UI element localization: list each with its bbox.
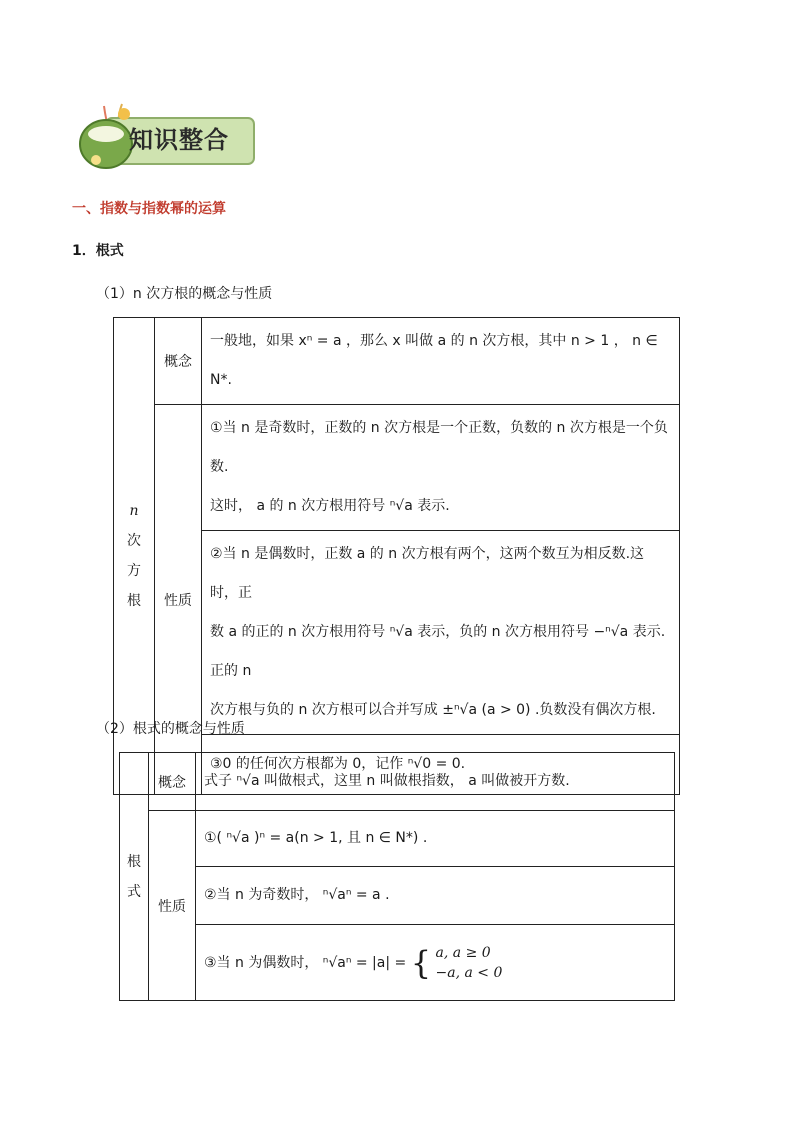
table-vertical-header [120, 753, 149, 1001]
vhead-char: 次 [127, 533, 141, 549]
banner-title: 知识整合 [129, 126, 229, 154]
radical-table [119, 752, 675, 1001]
concept-text: 一般地，如果 xⁿ = a ，那么 x 叫做 a 的 n 次方根，其中 n > 1 ， n ∈ N*. [202, 318, 680, 405]
vhead-char: 根 [127, 593, 141, 609]
subsection-title: 1．根式 [72, 243, 124, 259]
property-line: 数 a 的正的 n 次方根用符号 ⁿ√a 表示，负的 n 次方根用符号 −ⁿ√a 表示.正的 n [210, 624, 666, 679]
vhead-char: 式 [127, 883, 141, 900]
property-line: ②当 n 是偶数时，正数 a 的 n 次方根有两个，这两个数互为相反数.这时，正 [210, 546, 645, 601]
property-line: ③0 的任何次方根都为 0，记作 ⁿ√0 = 0. [210, 756, 466, 772]
vhead-char: 方 [127, 563, 141, 579]
piecewise-brace: { a, a ≥ 0 −a, a < 0 [410, 943, 503, 982]
property-label: 性质 [149, 811, 196, 1001]
vhead-char: n [129, 503, 139, 519]
property-line: ①( ⁿ√a )ⁿ = a(n > 1, 且 n ∈ N*) . [196, 811, 675, 867]
property-cell [196, 925, 675, 1001]
property-line: ②当 n 为奇数时， ⁿ√aⁿ = a . [196, 867, 675, 925]
property-line: 次方根与负的 n 次方根可以合并写成 ±ⁿ√a (a > 0) .负数没有偶次方根. [210, 702, 656, 718]
property-label: 性质 [155, 405, 202, 795]
property-line: ①当 n 是奇数时，正数的 n 次方根是一个正数，负数的 n 次方根是一个负数. [210, 420, 668, 475]
property-cell [202, 531, 680, 735]
property-line: 这时， a 的 n 次方根用符号 ⁿ√a 表示. [210, 498, 450, 514]
property-line: ③当 n 为偶数时， ⁿ√aⁿ = |a| = [204, 954, 407, 971]
concept-text: 式子 ⁿ√a 叫做根式，这里 n 叫做根指数， a 叫做被开方数. [196, 753, 675, 811]
case-line: a, a ≥ 0 [435, 944, 491, 961]
concept-label: 概念 [155, 318, 202, 405]
property-cell [202, 405, 680, 531]
section-title: 一、指数与指数幂的运算 [72, 201, 226, 217]
part2-title: （2）根式的概念与性质 [96, 721, 245, 737]
case-line: −a, a < 0 [435, 964, 503, 981]
concept-label: 概念 [149, 753, 196, 811]
vhead-char: 根 [127, 853, 141, 870]
part1-title: （1）n 次方根的概念与性质 [96, 286, 273, 302]
